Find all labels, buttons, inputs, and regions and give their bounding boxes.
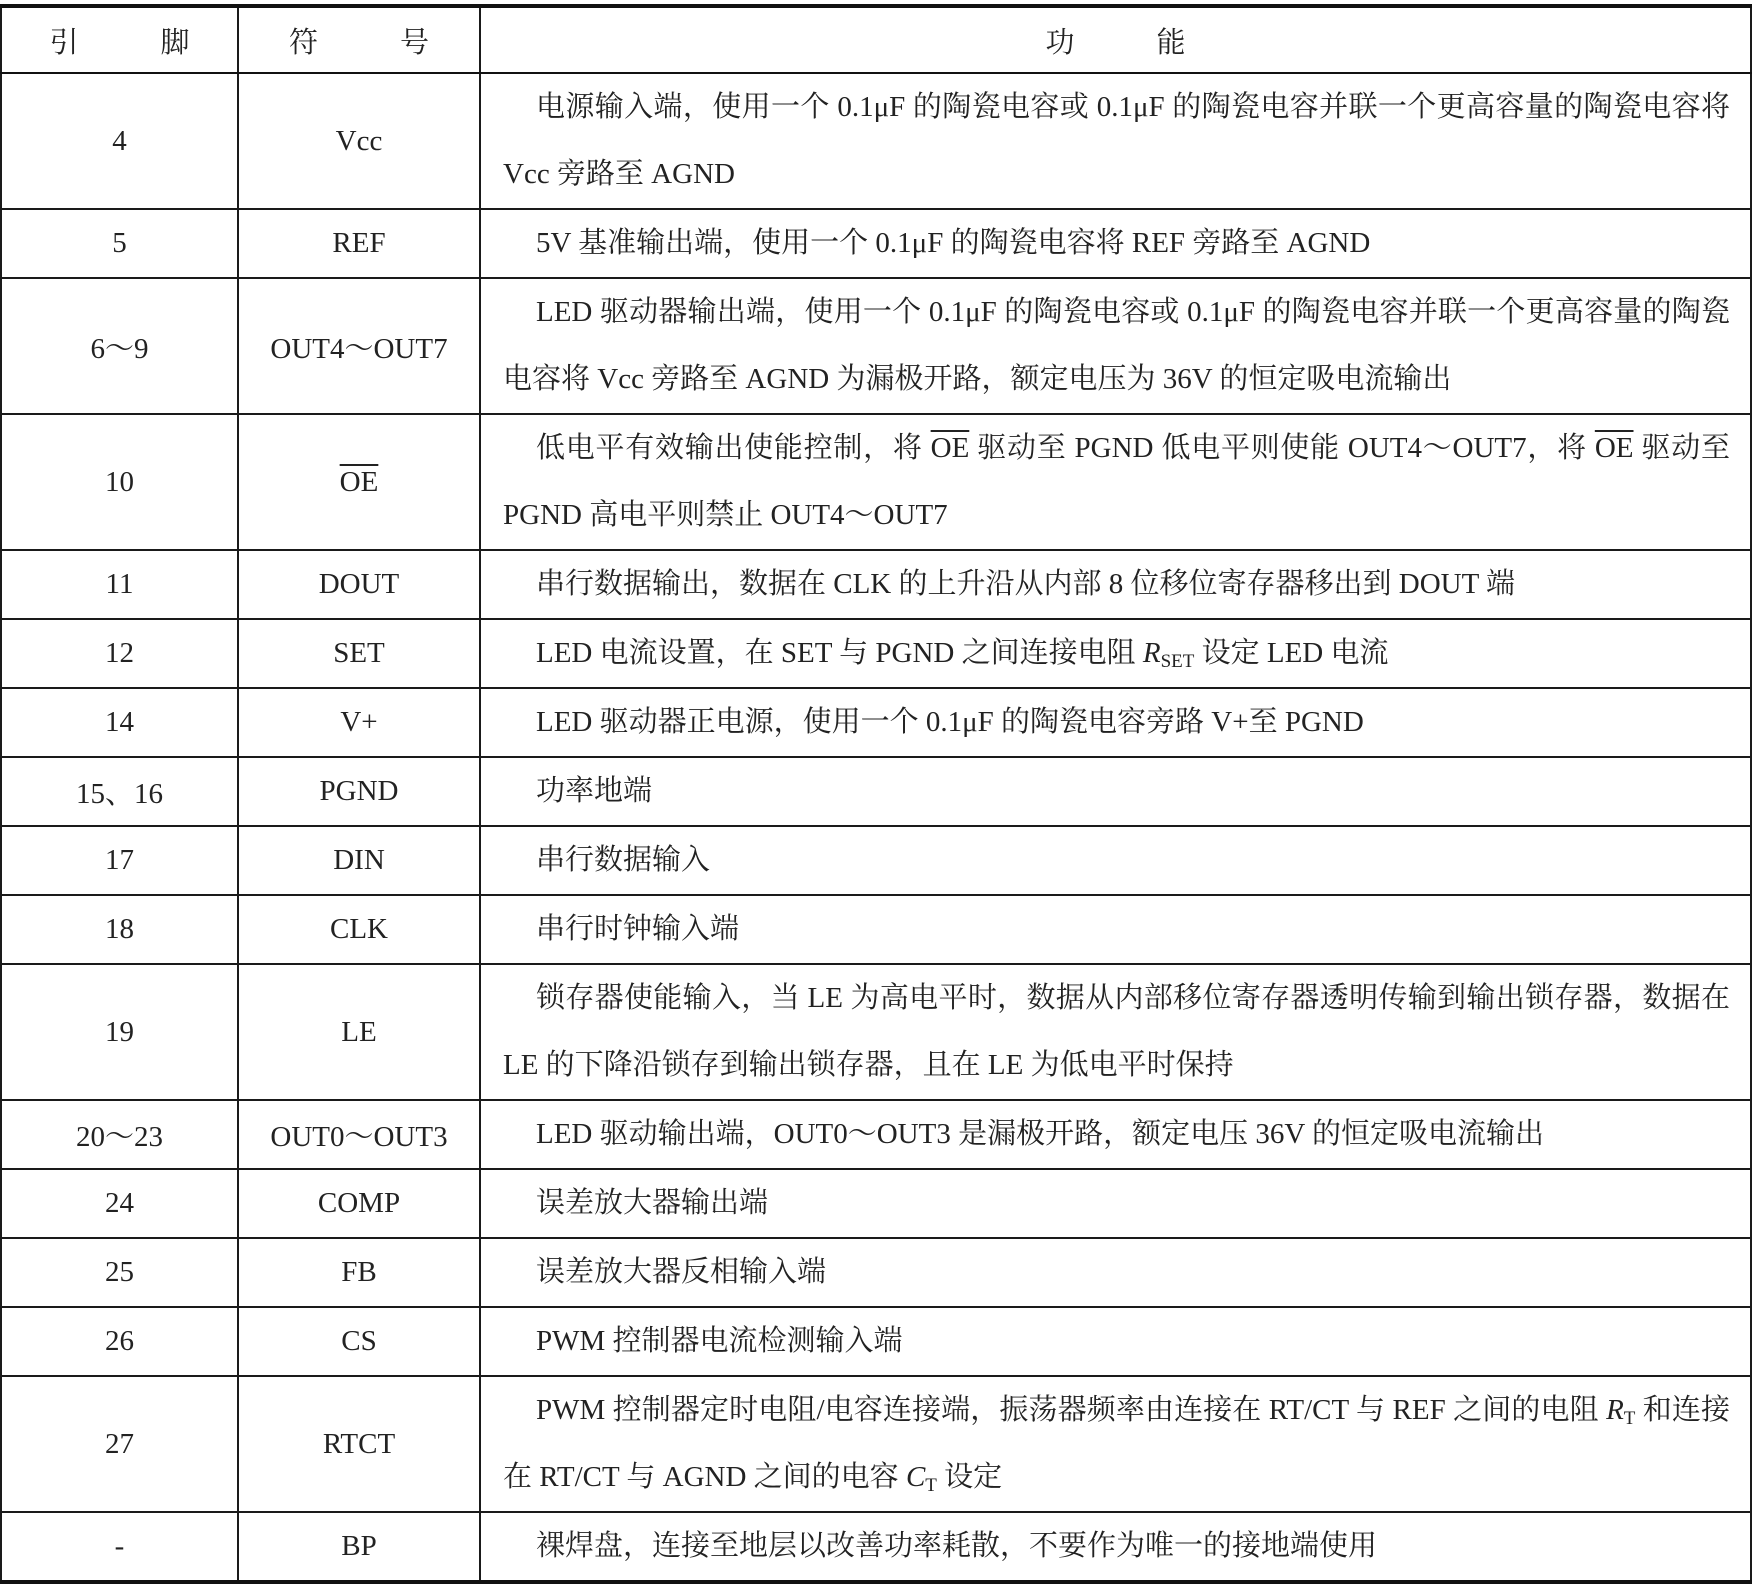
table-row	[1, 1238, 1751, 1307]
pin-function: 串行时钟输入端	[480, 895, 1751, 964]
subscript: T	[1623, 1408, 1636, 1429]
pin-number: 25	[1, 1238, 238, 1307]
pin-symbol: CLK	[238, 895, 480, 964]
table-row	[1, 1169, 1751, 1238]
pin-number: 6～9	[1, 278, 238, 414]
pin-function: 误差放大器输出端	[480, 1169, 1751, 1238]
pin-symbol: COMP	[238, 1169, 480, 1238]
variable: C	[905, 1461, 926, 1493]
pin-number: 5	[1, 209, 238, 278]
pin-symbol: LE	[238, 964, 480, 1100]
table-row	[1, 414, 1751, 550]
pin-function: 误差放大器反相输入端	[480, 1238, 1751, 1307]
header-function: 功 能	[480, 6, 1751, 73]
overline-symbol: $\overline{OE}$	[930, 432, 970, 464]
pin-number: 24	[1, 1169, 238, 1238]
pin-number: 15、16	[1, 757, 238, 826]
pin-symbol: DOUT	[238, 550, 480, 619]
table-row	[1, 826, 1751, 895]
pin-symbol: PGND	[238, 757, 480, 826]
pin-function: LED 驱动器正电源，使用一个 0.1μF 的陶瓷电容旁路 V+至 PGND	[480, 688, 1751, 757]
header-pin: 引 脚	[1, 6, 238, 73]
pin-function: 串行数据输出，数据在 CLK 的上升沿从内部 8 位移位寄存器移出到 DOUT 端	[480, 550, 1751, 619]
variable: R	[1606, 1394, 1624, 1426]
subscript: SET	[1160, 651, 1195, 672]
pin-symbol: SET	[238, 619, 480, 688]
pin-function: 电源输入端，使用一个 0.1μF 的陶瓷电容或 0.1μF 的陶瓷电容并联一个更高容量的陶瓷电容将 Vcc 旁路至 AGND	[480, 73, 1751, 209]
pin-function: LED 驱动输出端，OUT0～OUT3 是漏极开路，额定电压 36V 的恒定吸电流输出	[480, 1100, 1751, 1169]
table-row	[1, 1512, 1751, 1582]
pin-function: 锁存器使能输入，当 LE 为高电平时，数据从内部移位寄存器透明传输到输出锁存器，数据在 LE 的下降沿锁存到输出锁存器，且在 LE 为低电平时保持	[480, 964, 1751, 1100]
pin-number: 19	[1, 964, 238, 1100]
pin-function: 裸焊盘，连接至地层以改善功率耗散，不要作为唯一的接地端使用	[480, 1512, 1751, 1582]
table-header-row	[1, 6, 1751, 73]
table-row	[1, 757, 1751, 826]
pin-symbol: FB	[238, 1238, 480, 1307]
pin-function: 串行数据输入	[480, 826, 1751, 895]
table-row	[1, 1100, 1751, 1169]
table-row	[1, 550, 1751, 619]
pin-number: -	[1, 1512, 238, 1582]
table-row	[1, 688, 1751, 757]
pin-function: 功率地端	[480, 757, 1751, 826]
table-row	[1, 1376, 1751, 1512]
pin-function-table	[0, 4, 1752, 1584]
pin-number: 12	[1, 619, 238, 688]
pin-symbol	[238, 414, 480, 550]
pin-number: 20～23	[1, 1100, 238, 1169]
table-row	[1, 964, 1751, 1100]
pin-symbol: OUT4～OUT7	[238, 278, 480, 414]
table-row	[1, 1307, 1751, 1376]
pin-function: PWM 控制器定时电阻/电容连接端，振荡器频率由连接在 RT/CT 与 REF 之间的电阻 $R_T$ 和连接在 RT/CT 与 AGND 之间的电容 $C_T$ 设定	[480, 1376, 1751, 1512]
header-symbol: 符 号	[238, 6, 480, 73]
subscript: T	[925, 1475, 937, 1496]
pin-function: LED 驱动器输出端，使用一个 0.1μF 的陶瓷电容或 0.1μF 的陶瓷电容并联一个更高容量的陶瓷电容将 Vcc 旁路至 AGND 为漏极开路，额定电压为 36V 的恒定吸电流输出	[480, 278, 1751, 414]
pin-symbol: BP	[238, 1512, 480, 1582]
overline-symbol: $\overline{OE}$	[339, 465, 379, 498]
table-row	[1, 73, 1751, 209]
pin-symbol: REF	[238, 209, 480, 278]
pin-function: 5V 基准输出端，使用一个 0.1μF 的陶瓷电容将 REF 旁路至 AGND	[480, 209, 1751, 278]
pin-number: 26	[1, 1307, 238, 1376]
pin-number: 14	[1, 688, 238, 757]
pin-number: 27	[1, 1376, 238, 1512]
pin-number: 4	[1, 73, 238, 209]
table-row	[1, 895, 1751, 964]
variable: R	[1142, 637, 1161, 669]
overline-symbol: $\overline{OE}$	[1594, 432, 1634, 464]
table-row	[1, 209, 1751, 278]
pin-symbol: V+	[238, 688, 480, 757]
pin-number: 17	[1, 826, 238, 895]
pin-number: 10	[1, 414, 238, 550]
pin-symbol: CS	[238, 1307, 480, 1376]
pin-symbol: Vcc	[238, 73, 480, 209]
pin-function: PWM 控制器电流检测输入端	[480, 1307, 1751, 1376]
pin-symbol: DIN	[238, 826, 480, 895]
pin-symbol: OUT0～OUT3	[238, 1100, 480, 1169]
pin-number: 11	[1, 550, 238, 619]
pin-function: 低电平有效输出使能控制，将 $\overline{OE}$ 驱动至 PGND 低电平则使能 OUT4～OUT7，将 $\overline{OE}$ 驱动至 PGND 高电平则禁止 OUT4～OUT7	[480, 414, 1751, 550]
pin-function: LED 电流设置，在 SET 与 PGND 之间连接电阻 $R_{SET}$ 设定 LED 电流	[480, 619, 1751, 688]
pin-number: 18	[1, 895, 238, 964]
table-row	[1, 278, 1751, 414]
table-row	[1, 619, 1751, 688]
pin-symbol: RTCT	[238, 1376, 480, 1512]
